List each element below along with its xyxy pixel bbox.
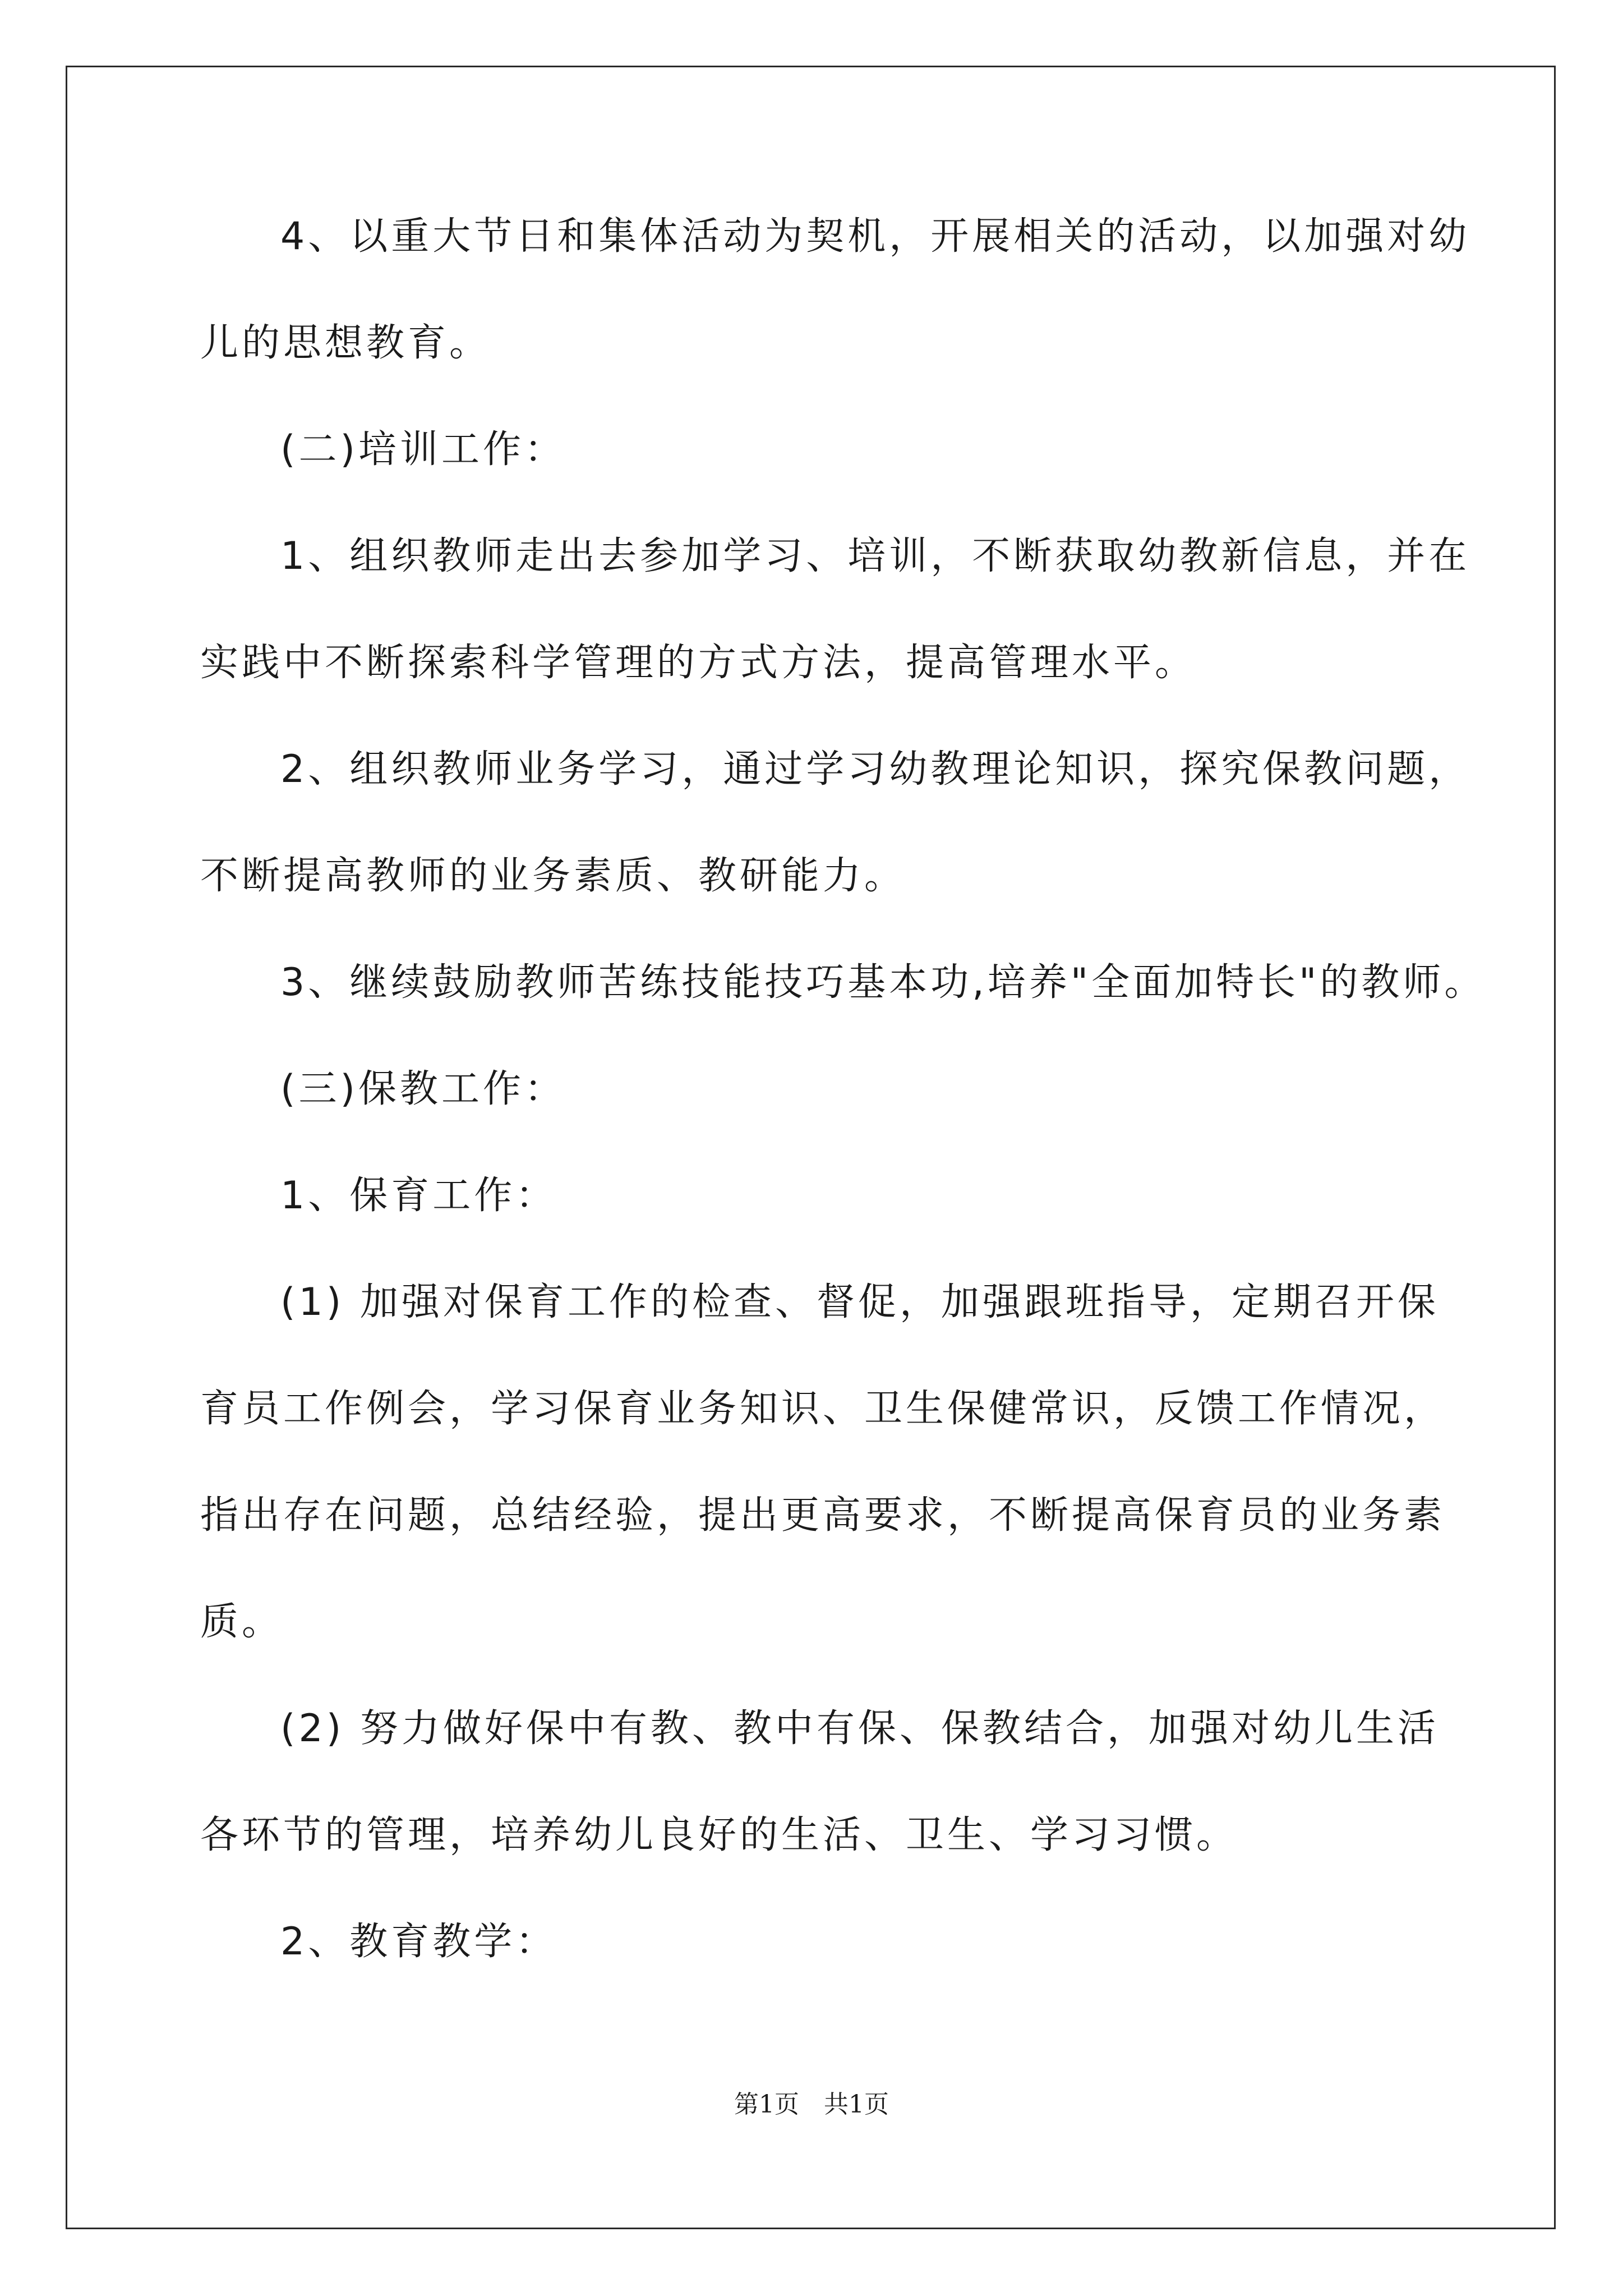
childcare-item-1-line-1: (1) 加强对保育工作的检查、督促，加强跟班指导，定期召开保	[280, 1280, 1439, 1324]
training-item-1-line-2: 实践中不断探索科学管理的方式方法，提高管理水平。	[200, 641, 1197, 685]
childcare-item-2-line-1: (2) 努力做好保中有教、教中有保、保教结合，加强对幼儿生活	[280, 1706, 1439, 1751]
page-border	[66, 66, 1556, 2229]
training-item-2-line-2: 不断提高教师的业务素质、教研能力。	[200, 854, 906, 898]
childcare-item-1-line-2: 育员工作例会，学习保育业务知识、卫生保健常识，反馈工作情况，	[200, 1387, 1446, 1431]
subheading-childcare: 1、保育工作：	[280, 1174, 557, 1218]
training-item-2-line-1: 2、组织教师业务学习，通过学习幼教理论知识，探究保教问题，	[280, 747, 1470, 792]
childcare-item-2-line-2: 各环节的管理，培养幼儿良好的生活、卫生、学习习惯。	[200, 1813, 1238, 1857]
training-item-1-line-1: 1、组织教师走出去参加学习、培训，不断获取幼教新信息，并在	[280, 534, 1470, 578]
subheading-teaching: 2、教育教学：	[280, 1920, 557, 1964]
training-item-3: 3、继续鼓励教师苦练技能技巧基本功,培养"全面加特长"的教师。	[280, 960, 1486, 1005]
section-heading-training: (二)培训工作：	[280, 427, 566, 472]
section-heading-care-education: (三)保教工作：	[280, 1067, 566, 1111]
page-number-footer: 第1页 共1页	[734, 2090, 889, 2119]
childcare-item-1-line-4: 质。	[200, 1600, 284, 1644]
paragraph-4-line-2: 儿的思想教育。	[200, 321, 491, 365]
paragraph-4-line-1: 4、以重大节日和集体活动为契机，开展相关的活动，以加强对幼	[280, 214, 1470, 259]
childcare-item-1-line-3: 指出存在问题，总结经验，提出更高要求，不断提高保育员的业务素	[200, 1493, 1446, 1538]
